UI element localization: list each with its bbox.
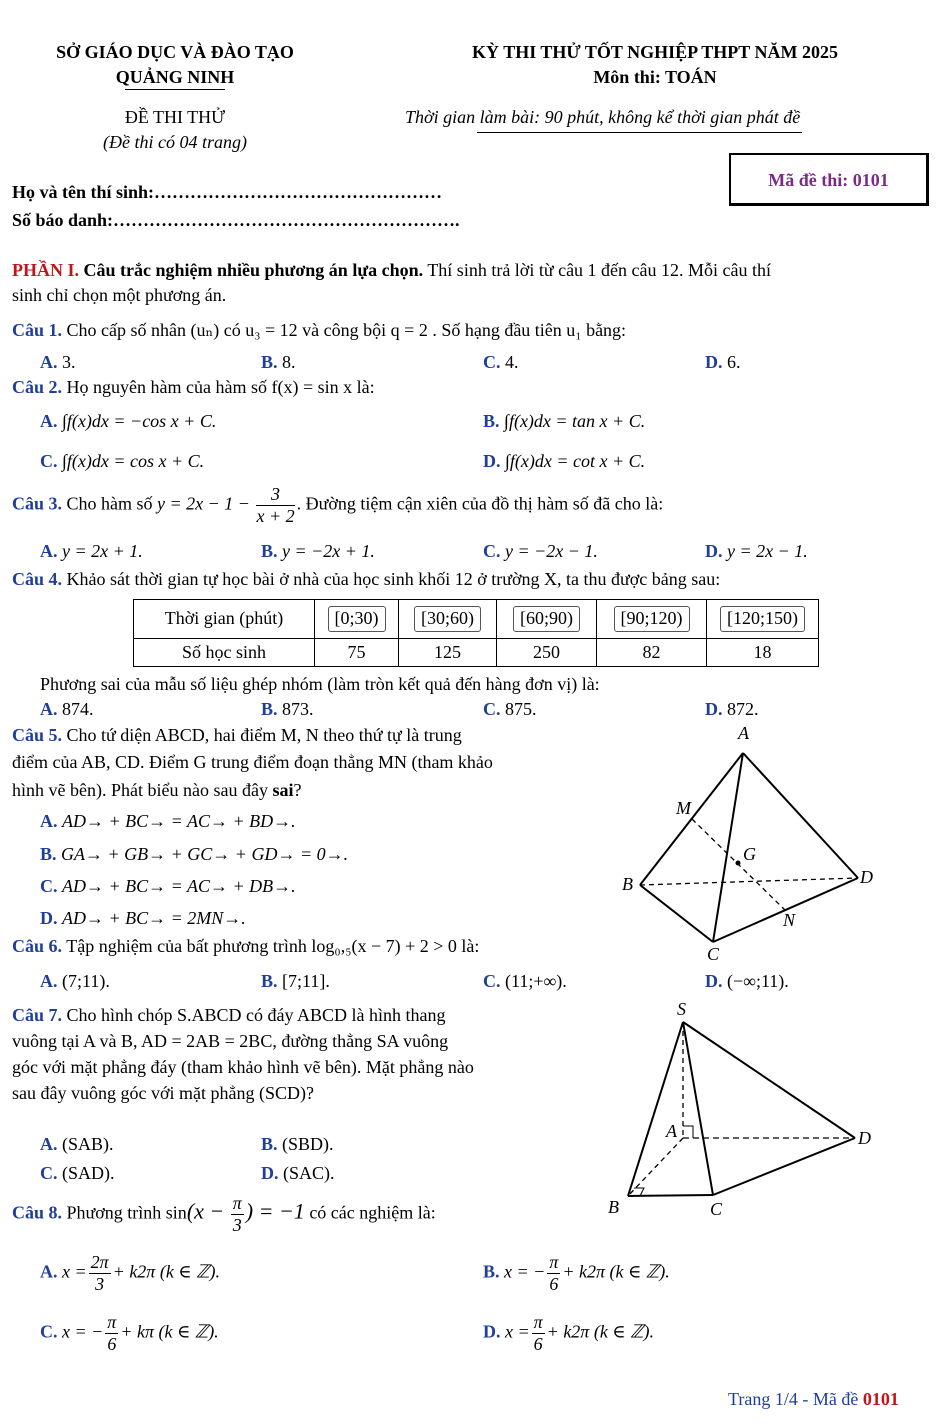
pyramid-figure	[600, 995, 900, 1220]
table-cell: [120;150)	[720, 606, 805, 632]
q2-option-b[interactable]: B. ∫f(x)dx = tan x + C.	[483, 411, 646, 431]
question-8: Câu 8. Phương trình sin(x − $\frac{\pi}{3}$ ) = −1 có các nghiệm là:	[12, 1193, 436, 1235]
question-5: Câu 5. Cho tứ diện ABCD, hai điểm M, N theo thứ tự là trung	[12, 725, 462, 745]
table-cell: 125	[399, 639, 497, 667]
q3-label: Câu 3.	[12, 493, 63, 514]
q5-option-d[interactable]: D. AD→ + BC→ = 2MN→.	[40, 908, 246, 928]
q3-option-a[interactable]: A. y = 2x + 1.	[40, 541, 143, 561]
q8-option-c[interactable]: C. x = − $\frac{\pi}{6}$ + kπ (k ∈ ℤ).	[40, 1312, 219, 1354]
edge-ac	[713, 753, 743, 942]
exam-code-box: Mã đề thi: 0101	[729, 153, 929, 206]
exam-title: KỲ THI THỬ TỐT NGHIỆP THPT NĂM 2025	[472, 42, 838, 62]
q7-option-d[interactable]: D. (SAC).	[261, 1163, 335, 1183]
table-cell: 75	[315, 639, 399, 667]
q8-fraction: $\frac{\pi}{3}$	[232, 1193, 242, 1235]
q5-option-c[interactable]: C. AD→ + BC→ = AC→ + DB→.	[40, 876, 296, 896]
label-n: N	[783, 910, 796, 930]
table-cell: [30;60)	[414, 606, 481, 632]
q5-label: Câu 5.	[12, 725, 63, 745]
q6-text: Tập nghiệm của bất phương trình log₀,₅(x − 7) + 2 > 0 là:	[66, 936, 480, 956]
q4-option-a[interactable]: A. 874.	[40, 699, 94, 719]
edge-sc	[683, 1022, 713, 1195]
q7-line2: vuông tại A và B, AD = 2AB = 2BC, đường thẳng SA vuông	[12, 1031, 449, 1051]
q7-line4: sau đây vuông góc với mặt phẳng (SCD)?	[12, 1083, 314, 1103]
right-angle-a	[683, 1126, 693, 1138]
q4-option-b[interactable]: B. 873.	[261, 699, 314, 719]
q4-data-table	[133, 599, 819, 667]
label-c: C	[707, 944, 720, 964]
part1-title: PHẦN I.	[12, 260, 79, 280]
label-b: B	[622, 874, 633, 894]
part1-desc-line2: sinh chỉ chọn một phương án.	[12, 285, 227, 305]
q5-option-a[interactable]: A. AD→ + BC→ = AC→ + BD→.	[40, 811, 296, 831]
question-1	[12, 320, 626, 342]
q1-option-c[interactable]: C. 4.	[483, 352, 519, 372]
q6-option-a[interactable]: A. (7;11).	[40, 971, 110, 991]
q1-option-b[interactable]: B. 8.	[261, 352, 296, 372]
question-3: Câu 3. Cho hàm số y = 2x − 1 − $\frac{3}{x + 2}$ . Đường tiệm cận xiên của đồ thị hàm số đã cho là:	[12, 484, 664, 526]
q4-option-c[interactable]: C. 875.	[483, 699, 537, 719]
q6-option-d[interactable]: D. (−∞;11).	[705, 971, 789, 991]
time-limit: Thời gian làm bài: 90 phút, không kể thời gian phát đề	[405, 107, 801, 127]
table-cell: 250	[497, 639, 597, 667]
q8-option-d[interactable]: D. x = $\frac{\pi}{6}$ + k2π (k ∈ ℤ).	[483, 1312, 655, 1354]
q1-label: Câu 1.	[12, 320, 63, 340]
question-7: Câu 7. Cho hình chóp S.ABCD có đáy ABCD là hình thang	[12, 1005, 446, 1025]
q4-text: Khảo sát thời gian tự học bài ở nhà của học sinh khối 12 ở trường X, ta thu được bảng sau:	[66, 569, 721, 589]
part1-desc: Thí sinh trả lời từ câu 1 đến câu 12. Mỗi câu thí	[423, 260, 772, 280]
label-b: B	[608, 1197, 619, 1217]
page-count-note: (Đề thi có 04 trang)	[103, 132, 247, 152]
question-2	[12, 377, 375, 399]
tetrahedron-figure	[610, 720, 910, 965]
table-row	[134, 639, 819, 667]
q5-line3: hình vẽ bên). Phát biểu nào sau đây sai?	[12, 780, 302, 800]
q3-fraction: $\frac{3}{x + 2}$	[256, 484, 295, 526]
q5-line2: điểm của AB, CD. Điểm G trung điểm đoạn thẳng MN (tham khảo	[12, 752, 493, 772]
q3-option-b[interactable]: B. y = −2x + 1.	[261, 541, 375, 561]
province-name: QUẢNG NINH	[115, 67, 235, 87]
q7-option-c[interactable]: C. (SAD).	[40, 1163, 115, 1183]
label-d: D	[858, 1128, 871, 1148]
edge-cd	[713, 1138, 855, 1195]
header-left-underline	[125, 89, 225, 90]
q8-option-b[interactable]: B. x = − $\frac{\pi}{6}$ + k2π (k ∈ ℤ).	[483, 1252, 670, 1294]
q4-label: Câu 4.	[12, 569, 63, 589]
label-c: C	[710, 1199, 723, 1219]
table-cell: 18	[707, 639, 819, 667]
point-g	[736, 861, 741, 866]
q3-option-d[interactable]: D. y = 2x − 1.	[705, 541, 808, 561]
label-a: A	[738, 723, 749, 743]
table-cell: [0;30)	[328, 606, 386, 632]
candidate-name-field: Họ và tên thí sinh:…………………………………………	[12, 182, 443, 202]
q6-label: Câu 6.	[12, 936, 63, 956]
header-right-underline	[477, 132, 802, 133]
table-cell: 82	[597, 639, 707, 667]
edge-bc	[640, 885, 713, 942]
q2-text: Họ nguyên hàm của hàm số f(x) = sin x là:	[66, 377, 375, 397]
edge-ab	[640, 753, 743, 885]
q6-option-c[interactable]: C. (11;+∞).	[483, 971, 567, 991]
edge-bd-hidden	[640, 878, 858, 885]
q1-option-d[interactable]: D. 6.	[705, 352, 741, 372]
footer-text: Trang 1/4 - Mã đề	[728, 1389, 863, 1409]
label-a: A	[666, 1121, 677, 1141]
footer-code: 0101	[862, 1389, 899, 1409]
q7-option-a[interactable]: A. (SAB).	[40, 1134, 114, 1154]
q7-option-b[interactable]: B. (SBD).	[261, 1134, 334, 1154]
trial-exam-label: ĐỀ THI THỬ	[124, 107, 226, 127]
q7-line3: góc với mặt phẳng đáy (tham khảo hình vẽ bên). Mặt phẳng nào	[12, 1057, 474, 1077]
label-s: S	[677, 999, 686, 1019]
q6-option-b[interactable]: B. [7;11].	[261, 971, 330, 991]
part1-intro	[12, 257, 932, 283]
edge-sd	[683, 1022, 855, 1138]
q5-option-b[interactable]: B. GA→ + GB→ + GC→ + GD→ = 0→.	[40, 844, 349, 864]
q2-option-c[interactable]: C. ∫f(x)dx = cos x + C.	[40, 451, 205, 471]
candidate-id-field: Số báo danh:………………………………………………….	[12, 210, 460, 230]
table-cell: [60;90)	[513, 606, 580, 632]
q2-option-d[interactable]: D. ∫f(x)dx = cot x + C.	[483, 451, 646, 471]
right-angle-b	[634, 1188, 644, 1196]
q1-text: Cho cấp số nhân (uₙ) có u₃ = 12 và công bội q = 2 . Số hạng đầu tiên u₁ bằng:	[66, 320, 627, 340]
table-row	[134, 600, 819, 639]
edge-sb	[628, 1022, 683, 1196]
dept-name: SỞ GIÁO DỤC VÀ ĐÀO TẠO	[56, 42, 294, 62]
part1-desc-bold: Câu trắc nghiệm nhiều phương án lựa chọn.	[79, 260, 424, 280]
q7-label: Câu 7.	[12, 1005, 63, 1025]
label-m: M	[676, 798, 691, 818]
subject-label: Môn thi: TOÁN	[593, 67, 717, 87]
edge-ad	[743, 753, 858, 878]
page-footer	[728, 1389, 899, 1411]
table-cell: [90;120)	[614, 606, 690, 632]
label-d: D	[860, 867, 873, 887]
question-4	[12, 569, 720, 591]
q2-option-a[interactable]: A. ∫f(x)dx = −cos x + C.	[40, 411, 217, 431]
q2-label: Câu 2.	[12, 377, 63, 397]
question-6	[12, 936, 479, 958]
table-header-cell: Thời gian (phút)	[134, 600, 315, 639]
table-header-cell: Số học sinh	[134, 639, 315, 667]
label-g: G	[743, 844, 756, 864]
q1-option-a[interactable]: A. 3.	[40, 352, 76, 372]
q4-option-d[interactable]: D. 872.	[705, 699, 759, 719]
q4-question: Phương sai của mẫu số liệu ghép nhóm (làm tròn kết quả đến hàng đơn vị) là:	[40, 674, 600, 694]
q3-option-c[interactable]: C. y = −2x − 1.	[483, 541, 598, 561]
q8-label: Câu 8.	[12, 1202, 63, 1223]
q8-option-a[interactable]: A. x = $\frac{2\pi}{3}$ + k2π (k ∈ ℤ).	[40, 1252, 221, 1294]
